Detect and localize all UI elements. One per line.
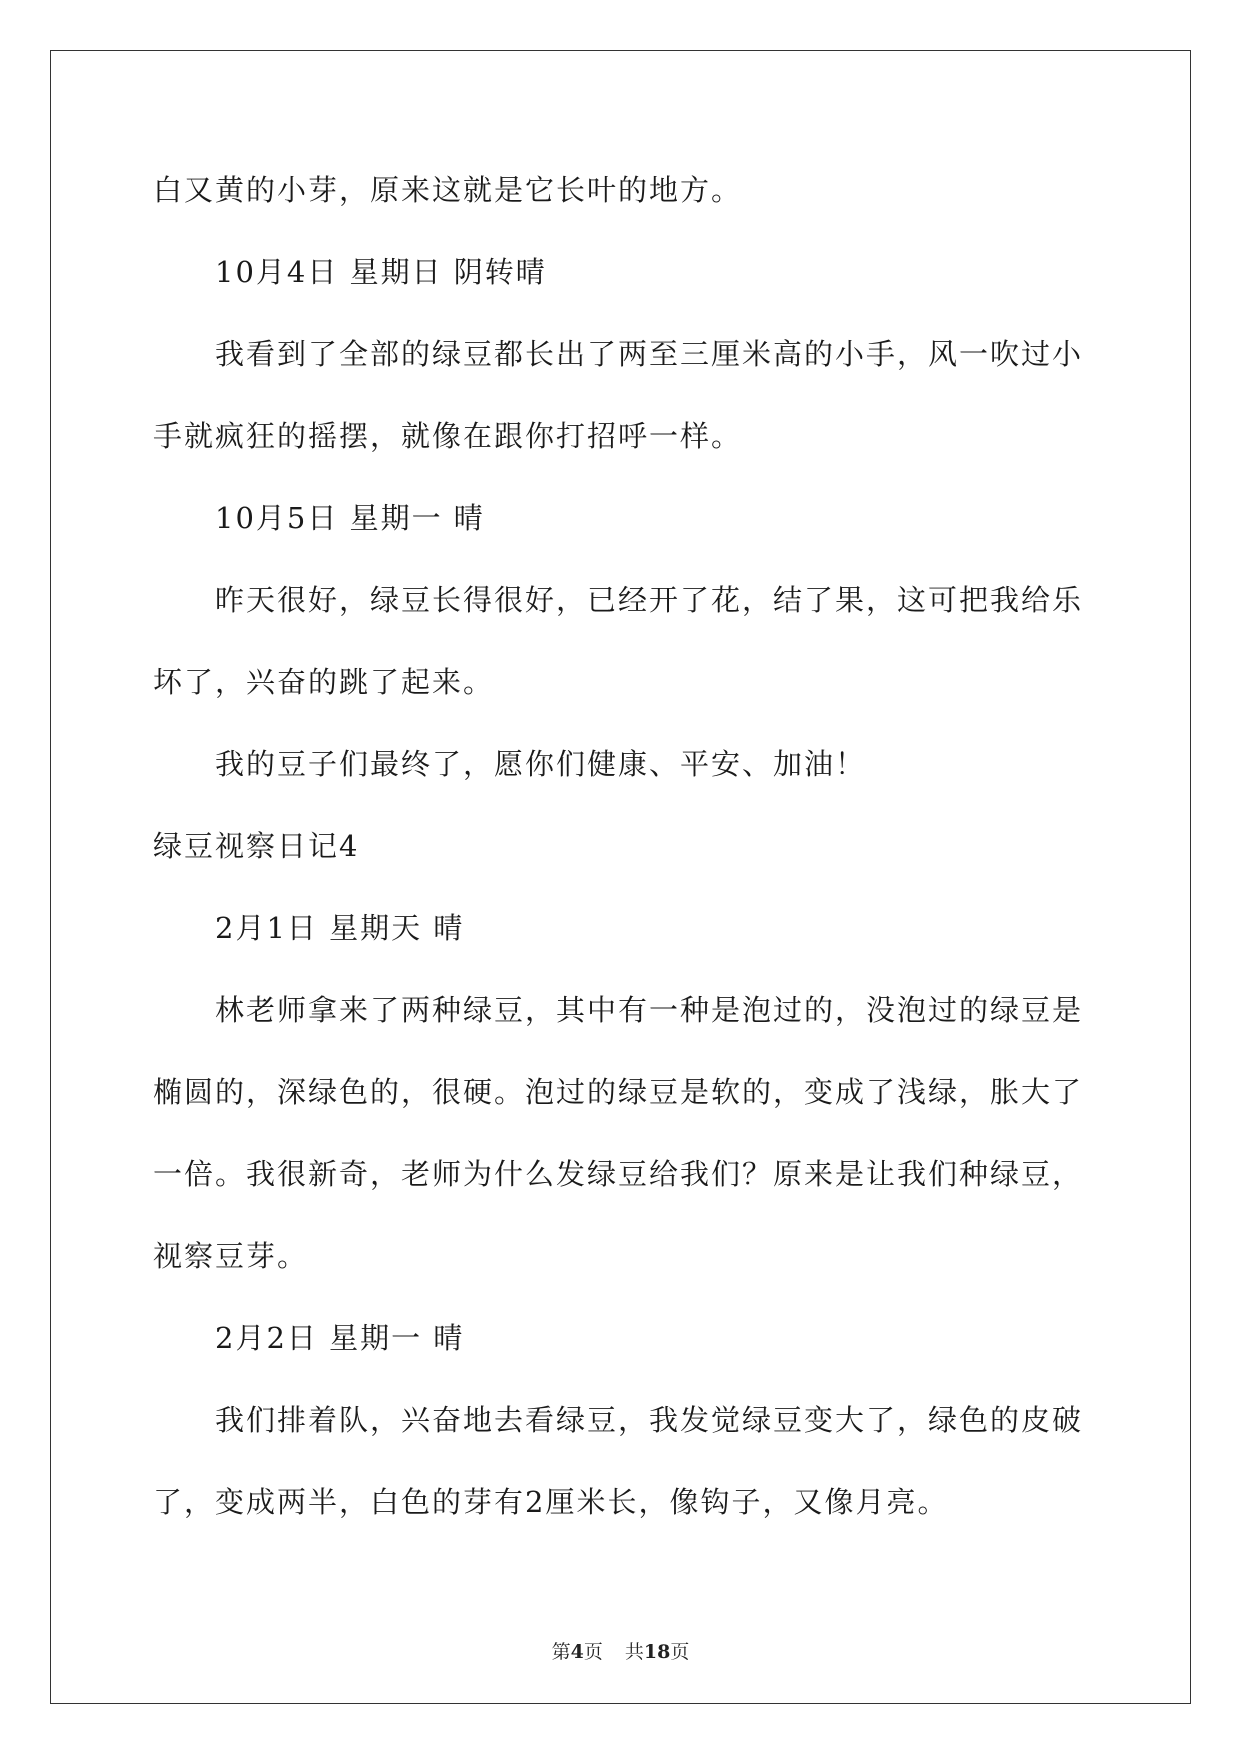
total-prefix: 共 xyxy=(624,1641,644,1663)
total-page-count: 18 xyxy=(643,1641,671,1663)
text-line: 椭圆的，深绿色的，很硬。泡过的绿豆是软的，变成了浅绿，胀大了 xyxy=(153,1075,1084,1109)
diary-date-heading: 10月4日 星期日 阴转晴 xyxy=(215,255,547,289)
text-line: 林老师拿来了两种绿豆，其中有一种是泡过的，没泡过的绿豆是 xyxy=(215,993,1084,1027)
text-line: 了，变成两半，白色的芽有2厘米长，像钩子，又像月亮。 xyxy=(153,1485,949,1519)
diary-date-heading: 10月5日 星期一 晴 xyxy=(215,501,485,535)
text-line: 我们排着队，兴奋地去看绿豆，我发觉绿豆变大了，绿色的皮破 xyxy=(215,1403,1084,1437)
section-title: 绿豆视察日记4 xyxy=(153,829,360,863)
diary-date-heading: 2月1日 星期天 晴 xyxy=(215,911,465,945)
text-line: 白又黄的小芽，原来这就是它长叶的地方。 xyxy=(153,173,743,207)
text-line: 我的豆子们最终了，愿你们健康、平安、加油！ xyxy=(215,747,867,781)
text-line: 视察豆芽。 xyxy=(153,1239,309,1273)
page-footer xyxy=(0,1637,1241,1664)
text-line: 我看到了全部的绿豆都长出了两至三厘米高的小手，风一吹过小 xyxy=(215,337,1084,371)
total-suffix: 页 xyxy=(670,1641,690,1663)
page-prefix: 第 xyxy=(551,1641,571,1663)
text-line: 一倍。我很新奇，老师为什么发绿豆给我们？原来是让我们种绿豆， xyxy=(153,1157,1084,1191)
text-line: 坏了，兴奋的跳了起来。 xyxy=(153,665,495,699)
text-line: 手就疯狂的摇摆，就像在跟你打招呼一样。 xyxy=(153,419,743,453)
page-border xyxy=(50,50,1191,1704)
current-page-number: 4 xyxy=(570,1641,584,1663)
diary-date-heading: 2月2日 星期一 晴 xyxy=(215,1321,465,1355)
text-line: 昨天很好，绿豆长得很好，已经开了花，结了果，这可把我给乐 xyxy=(215,583,1084,617)
page-suffix: 页 xyxy=(583,1641,603,1663)
